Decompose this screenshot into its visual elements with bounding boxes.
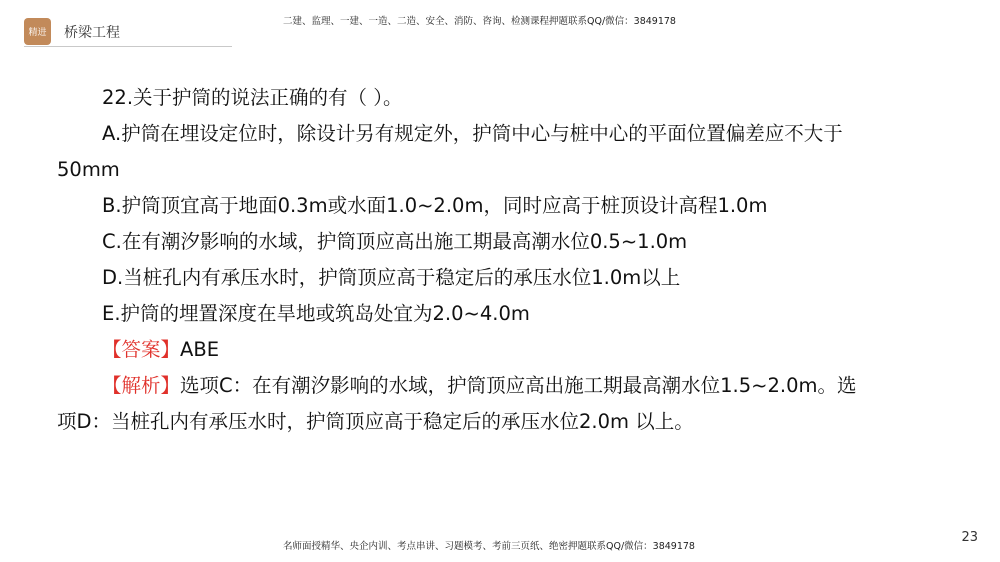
analysis-line bbox=[57, 368, 947, 404]
analysis-tag: 【解析】 bbox=[102, 374, 181, 397]
top-banner: 二建、监理、一建、一造、二造、安全、消防、咨询、检测课程押题联系QQ/微信：3849178 bbox=[283, 16, 676, 27]
analysis-continuation: 项D：当桩孔内有承压水时，护筒顶应高于稳定后的承压水位2.0m 以上。 bbox=[57, 410, 694, 433]
header-divider bbox=[24, 46, 232, 47]
analysis-text: 选项C：在有潮汐影响的水域，护筒顶应高出施工期最高潮水位1.5~2.0m。选 bbox=[180, 374, 857, 397]
logo-text: 精进 bbox=[28, 28, 47, 38]
brand-logo bbox=[24, 18, 51, 45]
section-title: 桥梁工程 bbox=[64, 25, 120, 41]
page-number: 23 bbox=[961, 530, 978, 545]
option-b: B.护筒顶宜高于地面0.3m或水面1.0~2.0m，同时应高于桩顶设计高程1.0m bbox=[102, 194, 768, 217]
answer-value: ABE bbox=[180, 338, 220, 361]
answer-line bbox=[57, 332, 947, 368]
option-d: D.当桩孔内有承压水时，护筒顶应高于稳定后的承压水位1.0m以上 bbox=[102, 266, 681, 289]
bottom-banner: 名师面授精华、央企内训、考点串讲、习题模考、考前三页纸、绝密押题联系QQ/微信：3849178 bbox=[283, 541, 695, 552]
answer-tag: 【答案】 bbox=[102, 338, 181, 361]
option-e: E.护筒的埋置深度在旱地或筑岛处宜为2.0~4.0m bbox=[102, 302, 530, 325]
question-stem: 22.关于护筒的说法正确的有（ ）。 bbox=[102, 86, 403, 109]
option-a: A.护筒在埋设定位时，除设计另有规定外，护筒中心与桩中心的平面位置偏差应不大于 bbox=[102, 122, 843, 145]
option-a-continuation: 50mm bbox=[57, 158, 120, 181]
option-c: C.在有潮汐影响的水域，护筒顶应高出施工期最高潮水位0.5~1.0m bbox=[102, 230, 688, 253]
question-block bbox=[57, 80, 947, 440]
